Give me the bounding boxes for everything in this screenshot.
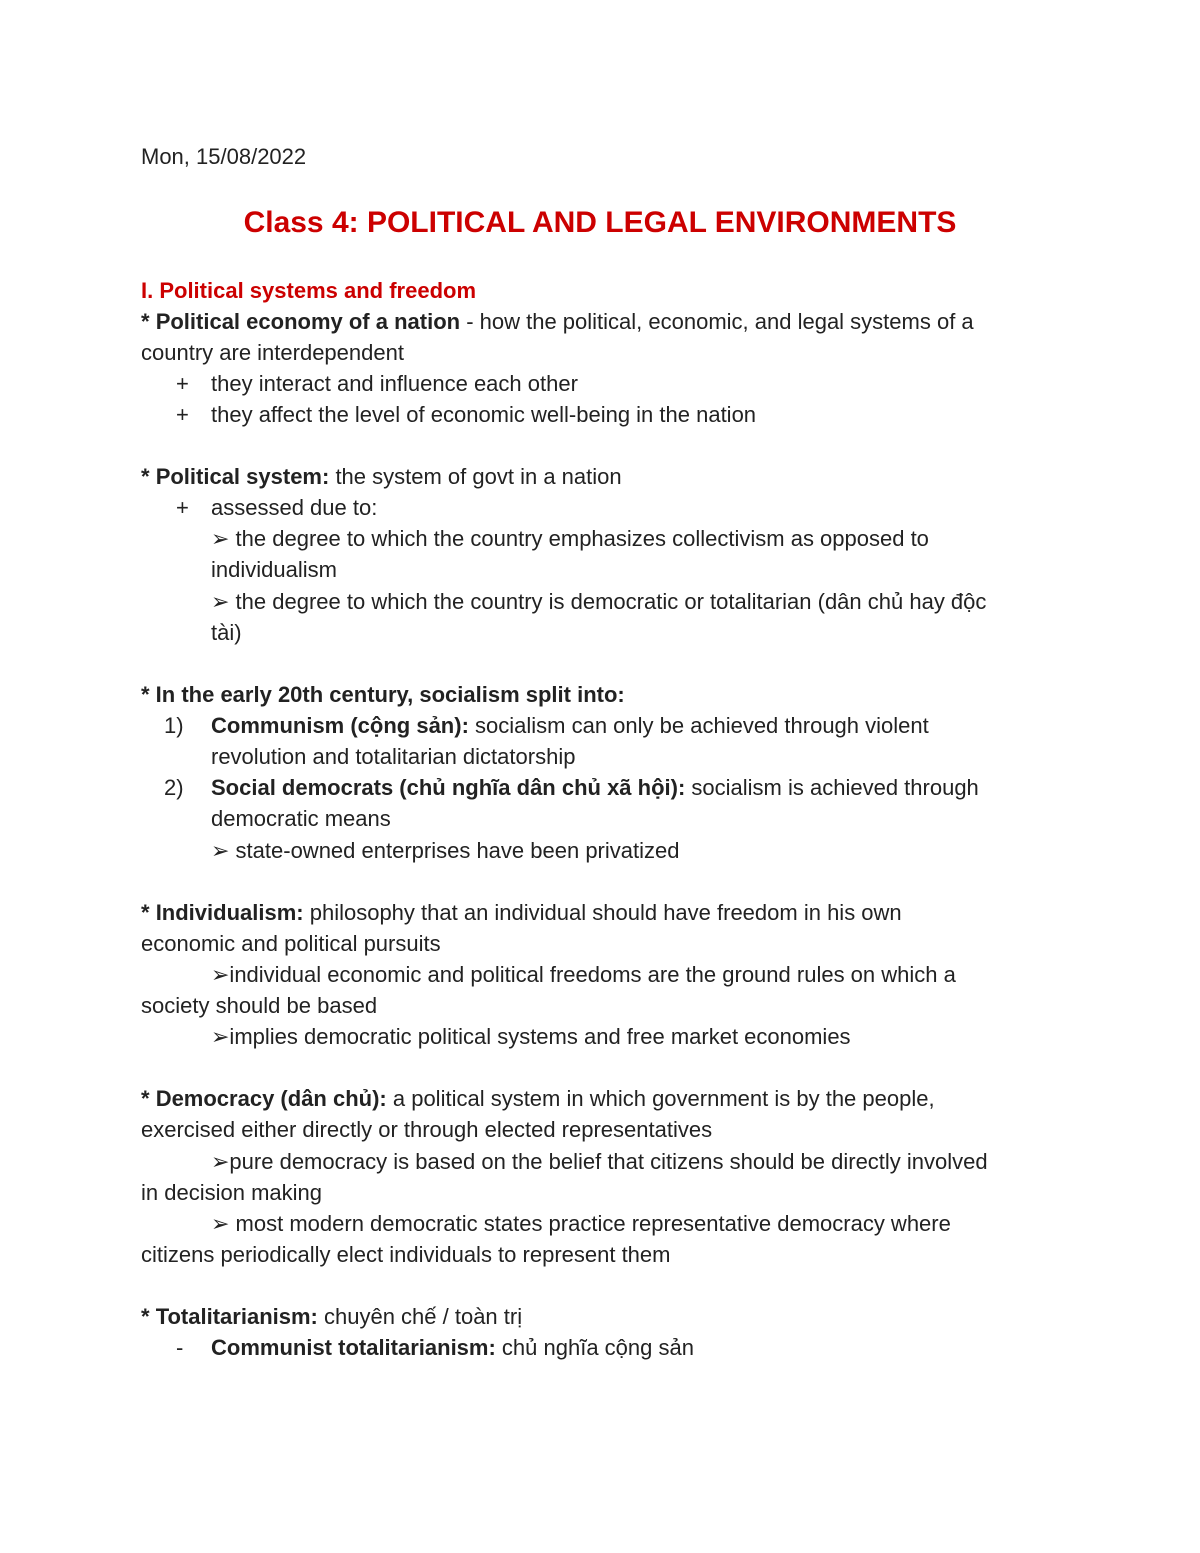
bullet-item: they interact and influence each other xyxy=(211,371,578,396)
plus-bullet: + xyxy=(176,495,189,520)
date-line: Mon, 15/08/2022 xyxy=(141,144,307,169)
political-economy-term: Political economy of a nation xyxy=(155,309,461,334)
arrow-item: ➢pure democracy is based on the belief that citizens should be directly involved xyxy=(211,1149,988,1174)
arrow-item-cont: tài) xyxy=(211,620,242,645)
plus-bullet: + xyxy=(176,371,189,396)
arrow-item: ➢individual economic and political freedoms are the ground rules on which a xyxy=(211,962,956,987)
arrow-item: ➢ state-owned enterprises have been privatized xyxy=(211,838,680,863)
democracy-term: Democracy (dân chủ): xyxy=(155,1086,387,1111)
arrow-item: ➢ the degree to which the country emphasizes collectivism as opposed to xyxy=(211,526,929,551)
arrow-item-cont: citizens periodically elect individuals to represent them xyxy=(141,1242,671,1267)
arrow-item: ➢implies democratic political systems and free market economies xyxy=(211,1024,851,1049)
list-number: 2) xyxy=(164,775,184,800)
totalitarianism-definition: * Totalitarianism: chuyên chế / toàn trị xyxy=(141,1304,523,1329)
arrow-item: ➢ most modern democratic states practice representative democracy where xyxy=(211,1211,951,1236)
individualism-term: Individualism: xyxy=(155,900,304,925)
list-item-cont: democratic means xyxy=(211,806,391,831)
individualism-definition: * Individualism: philosophy that an individual should have freedom in his own xyxy=(141,900,902,925)
political-economy-definition: * Political economy of a nation - how the political, economic, and legal systems of a xyxy=(141,309,974,334)
bullet-item: they affect the level of economic well-being in the nation xyxy=(211,402,757,427)
arrow-item-cont: individualism xyxy=(211,557,337,582)
list-item-cont: revolution and totalitarian dictatorship xyxy=(211,744,576,769)
section-heading: I. Political systems and freedom xyxy=(141,278,477,303)
dash-bullet: - xyxy=(176,1335,184,1360)
political-economy-definition-cont: country are interdependent xyxy=(141,340,404,365)
plus-bullet: + xyxy=(176,402,189,427)
bullet-item: assessed due to: xyxy=(211,495,378,520)
list-item-social-democrats: Social democrats (chủ nghĩa dân chủ xã hội): socialism is achieved through xyxy=(211,775,979,800)
democracy-definition: * Democracy (dân chủ): a political system in which government is by the people, xyxy=(141,1086,935,1111)
democracy-definition-cont: exercised either directly or through elected representatives xyxy=(141,1117,713,1142)
arrow-item: ➢ the degree to which the country is democratic or totalitarian (dân chủ hay độc xyxy=(211,589,987,614)
arrow-item-cont: in decision making xyxy=(141,1180,322,1205)
political-system-definition: * Political system: the system of govt in a nation xyxy=(141,464,622,489)
arrow-item-cont: society should be based xyxy=(141,993,378,1018)
list-item-communism: Communism (cộng sản): socialism can only be achieved through violent xyxy=(211,713,929,738)
socialism-heading: * In the early 20th century, socialism split into: xyxy=(141,682,625,707)
sub-item-communist-totalitarianism: Communist totalitarianism: chủ nghĩa cộng sản xyxy=(211,1335,694,1360)
totalitarianism-term: Totalitarianism: xyxy=(155,1304,318,1329)
list-number: 1) xyxy=(164,713,184,738)
political-system-term: Political system: xyxy=(155,464,330,489)
page-title: Class 4: POLITICAL AND LEGAL ENVIRONMENTS xyxy=(243,206,957,239)
individualism-definition-cont: economic and political pursuits xyxy=(141,931,441,956)
